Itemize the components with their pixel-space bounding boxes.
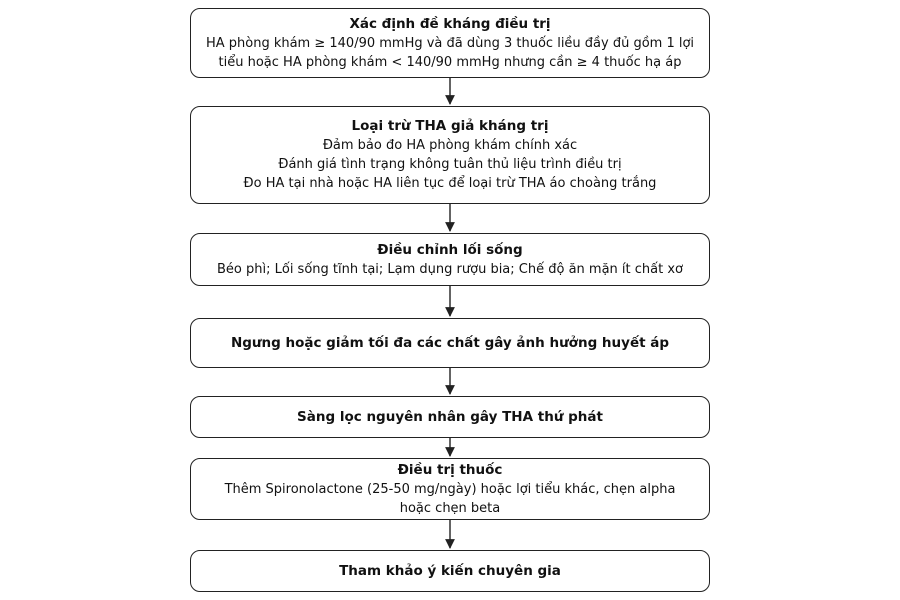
step-text-line: tiểu hoặc HA phòng khám < 140/90 mmHg nhưng cần ≥ 4 thuốc hạ áp — [218, 54, 682, 70]
step-lifestyle-adjustment — [190, 233, 710, 286]
step-text-line: HA phòng khám ≥ 140/90 mmHg và đã dùng 3 thuốc liều đầy đủ gồm 1 lợi — [205, 35, 695, 51]
step-title: Sàng lọc nguyên nhân gây THA thứ phát — [297, 408, 603, 425]
step-exclude-pseudo-resistance — [190, 106, 710, 204]
step-consult-specialist — [190, 550, 710, 592]
step-text-line: Đánh giá tình trạng không tuân thủ liệu trình điều trị — [278, 157, 622, 172]
step-text-line: Đảm bảo đo HA phòng khám chính xác — [322, 138, 578, 153]
step-title: Điều chỉnh lối sống — [377, 241, 523, 258]
step-text-line: Béo phì; Lối sống tĩnh tại; Lạm dụng rượu bia; Chế độ ăn mặn ít chất xơ — [217, 261, 683, 277]
step-screen-secondary-causes — [190, 396, 710, 438]
step-drug-treatment — [190, 458, 710, 520]
step-title: Loại trừ THA giả kháng trị — [351, 118, 549, 134]
step-stop-interfering-substances — [190, 318, 710, 368]
step-title: Ngưng hoặc giảm tối đa các chất gây ảnh hưởng huyết áp — [230, 334, 670, 351]
step-text-line: hoặc chẹn beta — [399, 500, 501, 516]
step-text-line: Thêm Spironolactone (25-50 mg/ngày) hoặc lợi tiểu khác, chẹn alpha — [224, 481, 676, 497]
step-title: Tham khảo ý kiến chuyên gia — [339, 562, 561, 579]
step-determine-resistance — [190, 8, 710, 78]
step-text-line: Đo HA tại nhà hoặc HA liên tục để loại trừ THA áo choàng trắng — [243, 176, 657, 191]
step-title: Xác định đề kháng điều trị — [349, 15, 551, 32]
step-title: Điều trị thuốc — [397, 461, 503, 478]
